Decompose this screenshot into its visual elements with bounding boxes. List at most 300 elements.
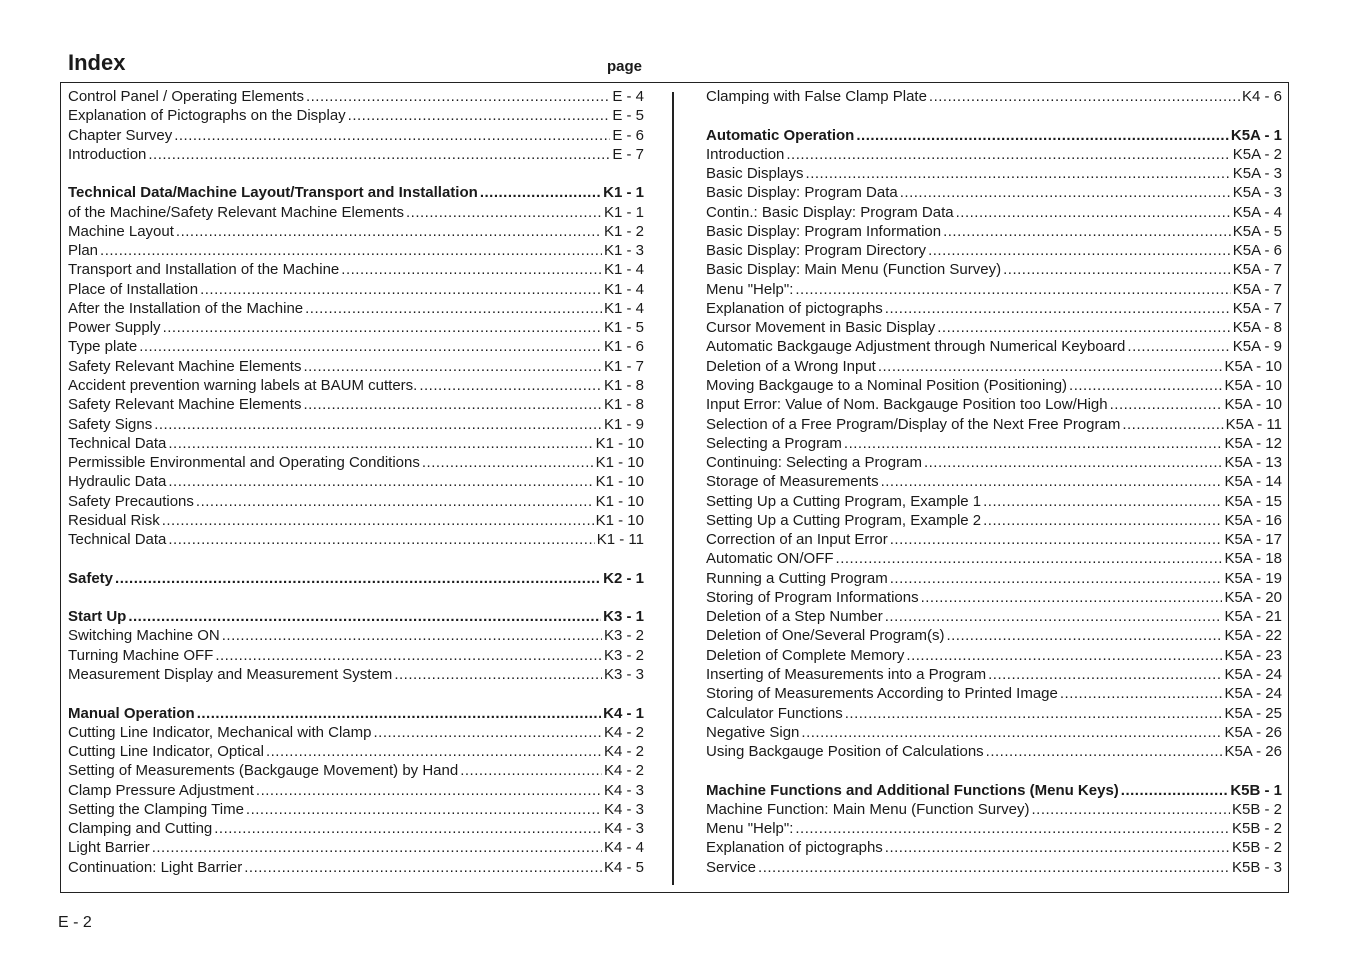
index-entry-page: K1 - 8 [603,396,644,414]
index-entry [706,549,1282,568]
index-entry [68,472,644,491]
footer-page-number: E - 2 [58,914,92,931]
index-entry-page: K4 - 4 [603,839,644,857]
index-entry-label: Using Backgauge Position of Calculations [706,743,984,761]
index-section-heading [68,704,644,723]
index-entry [68,357,644,376]
index-entry-label: Basic Display: Program Data [706,184,898,202]
index-entry-page: K5A - 2 [1232,145,1282,163]
dot-leader [162,511,594,530]
index-entry-page: K5A - 21 [1224,608,1282,626]
index-entry [68,838,644,857]
index-entry [706,318,1282,337]
index-entry-page: K5B - 1 [1230,781,1282,799]
index-entry [706,569,1282,588]
index-entry [68,106,644,125]
index-entry-page: K5A - 3 [1232,165,1282,183]
index-entry-page: K5B - 2 [1231,800,1282,818]
dot-leader [988,665,1222,684]
dot-leader [168,434,593,453]
dot-leader [163,318,602,337]
index-entry [68,723,644,742]
index-entry-page: K5A - 16 [1224,511,1282,529]
index-entry-label: Explanation of Pictographs on the Display [68,107,346,125]
index-entry-page: E - 5 [612,107,644,125]
index-entry-page: K1 - 10 [595,473,644,491]
index-entry-page: K4 - 2 [603,723,644,741]
index-entry-label: Calculator Functions [706,704,843,722]
dot-leader [885,838,1230,857]
index-entry-page: K4 - 5 [603,858,644,876]
index-entry [68,299,644,318]
index-entry [706,434,1282,453]
index-entry-page: K5A - 12 [1224,434,1282,452]
dot-leader [885,299,1231,318]
dot-leader [422,453,594,472]
dot-leader [937,318,1231,337]
index-entry-label: Cursor Movement in Basic Display [706,319,936,337]
dot-leader [394,665,602,684]
index-entry-label: Power Supply [68,319,161,337]
dot-leader [801,723,1222,742]
dot-leader [1122,415,1223,434]
index-entry-label: Technical Data [68,434,167,452]
dot-leader [244,858,602,877]
index-entry [706,742,1282,761]
index-entry-label: Explanation of pictographs [706,839,883,857]
index-spacer [68,164,644,183]
dot-leader [197,704,601,723]
dot-leader [921,588,1223,607]
index-entry [68,241,644,260]
index-entry [68,800,644,819]
dot-leader [786,145,1230,164]
index-entry [706,800,1282,819]
index-entry-label: Transport and Installation of the Machine [68,261,340,279]
dot-leader [844,434,1223,453]
index-entry [68,395,644,414]
index-entry [706,376,1282,395]
index-entry [68,87,644,106]
index-entry [706,337,1282,356]
dot-leader [100,241,602,260]
dot-leader [1003,260,1231,279]
index-entry-label: Cutting Line Indicator, Mechanical with Clamp [68,723,372,741]
index-spacer [68,549,644,568]
index-entry-label: Clamping with False Clamp Plate [706,88,927,105]
dot-leader [890,569,1223,588]
index-entry [706,472,1282,491]
index-entry [706,260,1282,279]
dot-leader [168,472,593,491]
index-entry-page: K5A - 25 [1224,704,1282,722]
dot-leader [928,241,1231,260]
index-entry-label: Continuing: Selecting a Program [706,454,922,472]
index-entry-label: Light Barrier [68,839,150,857]
index-entry-label: Explanation of pictographs [706,299,883,317]
index-entry-label: Negative Sign [706,723,800,741]
index-entry-label: Plan [68,242,99,260]
dot-leader [983,492,1222,511]
index-entry-page: K1 - 4 [603,261,644,279]
index-entry-page: K5A - 26 [1224,743,1282,761]
index-entry-page: K5A - 17 [1224,531,1282,549]
dot-leader [986,742,1223,761]
index-entry [706,530,1282,549]
index-entry-label: Contin.: Basic Display: Program Data [706,203,954,221]
index-entry-page: K5A - 19 [1224,569,1282,587]
index-entry-page: K1 - 10 [595,492,644,510]
index-left-column [68,87,644,877]
index-entry [706,357,1282,376]
index-entry-label: Safety [68,569,114,587]
dot-leader [215,646,602,665]
dot-leader [196,492,594,511]
index-entry-page: K1 - 11 [596,531,644,549]
index-entry-page: K3 - 3 [603,665,644,683]
index-entry-page: K1 - 10 [595,434,644,452]
index-entry-label: Safety Relevant Machine Elements [68,396,302,414]
index-entry-label: Deletion of One/Several Program(s) [706,627,945,645]
index-entry [706,87,1282,106]
dot-leader [148,145,610,164]
index-entry-label: Setting of Measurements (Backgauge Movement) by Hand [68,762,459,780]
dot-leader [1069,376,1222,395]
index-entry-label: Basic Displays [706,165,804,183]
index-entry-label: Menu "Help": [706,280,794,298]
page-column-label: page [607,58,643,75]
dot-leader [795,819,1230,838]
index-right-column [706,87,1282,877]
index-entry [68,646,644,665]
index-entry-page: K5A - 15 [1224,492,1282,510]
index-entry-page: K3 - 2 [603,627,644,645]
index-entry-page: K5B - 2 [1231,839,1282,857]
index-entry [706,164,1282,183]
dot-leader [341,260,602,279]
index-entry-page: K5A - 7 [1232,280,1282,298]
index-entry [706,626,1282,645]
index-entry-label: Setting the Clamping Time [68,800,244,818]
index-entry-page: E - 6 [612,126,644,144]
index-entry-page: K4 - 1 [603,704,644,722]
dot-leader [266,742,602,761]
index-entry-label: Machine Functions and Additional Functions (Menu Keys) [706,781,1119,799]
index-entry [68,511,644,530]
index-entry-page: K5A - 10 [1224,396,1282,414]
index-entry-label: Permissible Environmental and Operating Conditions [68,454,420,472]
dot-leader [305,299,602,318]
index-entry [706,588,1282,607]
index-entry [68,665,644,684]
index-entry [68,145,644,164]
index-entry-label: Inserting of Measurements into a Program [706,665,987,683]
index-entry-page: K1 - 1 [603,184,644,202]
dot-leader [154,415,602,434]
index-spacer [68,684,644,703]
dot-leader [890,530,1223,549]
index-entry [68,376,644,395]
index-entry [68,626,644,645]
index-entry-label: Running a Cutting Program [706,569,888,587]
index-entry-label: Clamping and Cutting [68,820,213,838]
index-entry-label: Selection of a Free Program/Display of the Next Free Program [706,415,1121,433]
dot-leader [176,222,602,241]
index-section-heading [68,607,644,626]
index-entry [68,492,644,511]
index-entry [706,607,1282,626]
dot-leader [115,569,601,588]
page-title: Index [68,50,126,75]
index-entry-label: Deletion of a Wrong Input [706,357,876,375]
index-entry-page: K5A - 26 [1224,723,1282,741]
index-entry-page: K5A - 10 [1224,357,1282,375]
index-entry-page: K2 - 1 [603,569,644,587]
index-entry-page: K4 - 3 [603,781,644,799]
dot-leader [924,453,1222,472]
index-entry-page: K1 - 4 [603,299,644,317]
index-entry-page: K5A - 22 [1224,627,1282,645]
index-entry [706,858,1282,877]
index-entry-page: K5A - 3 [1232,184,1282,202]
index-entry [706,492,1282,511]
index-entry-page: E - 7 [612,145,644,163]
index-entry-page: K5A - 23 [1224,646,1282,664]
index-section-heading [68,569,644,588]
index-spacer [68,588,644,607]
dot-leader [878,357,1223,376]
index-entry-label: After the Installation of the Machine [68,299,304,317]
index-entry-label: Residual Risk [68,511,160,529]
dot-leader [943,222,1231,241]
index-entry-label: Place of Installation [68,280,199,298]
index-entry-page: K5A - 4 [1232,203,1282,221]
index-entry-label: Cutting Line Indicator, Optical [68,743,264,761]
dot-leader [1060,684,1223,703]
index-entry [68,337,644,356]
index-entry-page: K1 - 1 [603,203,644,221]
dot-leader [406,203,602,222]
dot-leader [374,723,602,742]
dot-leader [856,126,1229,145]
index-entry-page: K5A - 14 [1224,473,1282,491]
index-entry-label: Machine Function: Main Menu (Function Survey) [706,800,1030,818]
dot-leader [1127,337,1230,356]
column-divider [672,92,674,885]
dot-leader [303,395,602,414]
index-entry-label: Introduction [68,145,147,163]
dot-leader [306,87,610,106]
index-entry-page: K5A - 10 [1224,376,1282,394]
dot-leader [246,800,602,819]
index-entry-page: K1 - 3 [603,242,644,260]
index-entry-page: K4 - 2 [603,743,644,761]
dot-leader [460,761,602,780]
index-entry-label: Hydraulic Data [68,473,167,491]
index-entry-page: K4 - 6 [1241,88,1282,105]
index-entry-label: Basic Display: Program Information [706,222,942,240]
index-entry [706,145,1282,164]
index-entry-label: Setting Up a Cutting Program, Example 2 [706,511,982,529]
index-entry [706,395,1282,414]
index-entry-page: K5A - 7 [1232,299,1282,317]
index-entry [68,318,644,337]
index-entry-label: Storing of Program Informations [706,588,919,606]
index-entry-page: K5A - 11 [1225,415,1282,433]
index-entry-label: Input Error: Value of Nom. Backgauge Position too Low/High [706,396,1108,414]
index-entry [68,819,644,838]
index-entry-label: Continuation: Light Barrier [68,858,243,876]
index-entry-label: Storing of Measurements According to Printed Image [706,685,1058,703]
index-entry-label: Chapter Survey [68,126,173,144]
dot-leader [881,472,1223,491]
index-entry-label: Accident prevention warning labels at BAUM cutters. [68,376,418,394]
dot-leader [1031,800,1229,819]
index-entry-label: Technical Data/Machine Layout/Transport and Installation [68,184,478,202]
index-entry-label: Type plate [68,338,138,356]
index-entry-page: K1 - 8 [603,376,644,394]
index-entry [706,819,1282,838]
index-entry-label: Manual Operation [68,704,195,722]
index-entry-label: Introduction [706,145,785,163]
index-entry-label: Automatic Backgauge Adjustment through Numerical Keyboard [706,338,1126,356]
index-entry [68,434,644,453]
index-entry-page: E - 4 [612,88,644,105]
index-entry-page: K1 - 10 [595,511,644,529]
index-entry-label: Control Panel / Operating Elements [68,88,304,105]
index-entry-label: Automatic Operation [706,126,855,144]
index-entry-label: Service [706,858,757,876]
index-entry-label: Storage of Measurements [706,473,879,491]
dot-leader [983,511,1222,530]
index-entry-label: Deletion of a Step Number [706,608,883,626]
index-entry-label: Setting Up a Cutting Program, Example 1 [706,492,982,510]
index-entry-label: Clamp Pressure Adjustment [68,781,254,799]
index-entry-label: Moving Backgauge to a Nominal Position (Positioning) [706,376,1068,394]
index-entry-page: K3 - 1 [603,608,644,626]
dot-leader [152,838,602,857]
index-entry-page: K5B - 2 [1231,820,1282,838]
dot-leader [956,203,1231,222]
dot-leader [758,858,1230,877]
index-entry-page: K4 - 3 [603,820,644,838]
index-entry-label: Switching Machine ON [68,627,220,645]
index-entry-label: Correction of an Input Error [706,531,888,549]
dot-leader [1110,395,1223,414]
index-entry [706,280,1282,299]
index-entry-label: Automatic ON/OFF [706,550,834,568]
index-entry-page: K5A - 8 [1232,319,1282,337]
dot-leader [885,607,1223,626]
index-entry-page: K5A - 24 [1224,665,1282,683]
dot-leader [946,626,1222,645]
index-entry [68,858,644,877]
dot-leader [348,106,611,125]
dot-leader [168,530,594,549]
index-entry-label: Machine Layout [68,222,174,240]
index-entry [706,511,1282,530]
index-entry-label: Safety Relevant Machine Elements [68,357,302,375]
index-entry [706,838,1282,857]
index-entry-page: K1 - 9 [603,415,644,433]
index-entry [706,723,1282,742]
index-entry-page: K5A - 9 [1232,338,1282,356]
dot-leader [845,704,1223,723]
index-entry [68,742,644,761]
index-entry-label: Technical Data [68,531,167,549]
index-entry-label: Measurement Display and Measurement System [68,665,393,683]
index-entry-page: K5A - 24 [1224,685,1282,703]
dot-leader [480,183,601,202]
index-entry-label: Safety Precautions [68,492,194,510]
index-entry-label: Safety Signs [68,415,153,433]
index-entry-page: K5A - 5 [1232,222,1282,240]
dot-leader [419,376,602,395]
index-entry-page: K5A - 18 [1224,550,1282,568]
index-entry-label: Selecting a Program [706,434,842,452]
index-entry [706,415,1282,434]
index-entry [706,453,1282,472]
index-entry [706,665,1282,684]
index-spacer [706,761,1282,780]
index-entry-page: K5A - 1 [1230,126,1282,144]
index-entry-label: Basic Display: Main Menu (Function Survey) [706,261,1002,279]
index-entry-page: K1 - 10 [595,454,644,472]
index-entry [68,453,644,472]
index-entry [706,299,1282,318]
dot-leader [795,280,1230,299]
index-entry [68,530,644,549]
dot-leader [1121,781,1229,800]
dot-leader [214,819,602,838]
index-entry-page: K5A - 7 [1232,261,1282,279]
dot-leader [806,164,1231,183]
index-entry [706,684,1282,703]
index-entry [68,203,644,222]
index-entry-page: K4 - 2 [603,762,644,780]
index-section-heading [706,781,1282,800]
index-entry [706,203,1282,222]
index-entry [68,415,644,434]
index-section-heading [706,126,1282,145]
index-entry-label: Menu "Help": [706,820,794,838]
index-entry-page: K5A - 20 [1224,588,1282,606]
index-entry [706,704,1282,723]
dot-leader [836,549,1223,568]
dot-leader [222,626,602,645]
dot-leader [906,646,1222,665]
dot-leader [303,357,602,376]
index-entry-page: K3 - 2 [603,646,644,664]
index-entry [68,781,644,800]
dot-leader [174,126,610,145]
index-entry [706,183,1282,202]
index-entry [706,241,1282,260]
dot-leader [900,183,1231,202]
index-entry-page: K1 - 2 [603,222,644,240]
dot-leader [929,87,1240,106]
index-entry [68,222,644,241]
index-entry-page: K1 - 4 [603,280,644,298]
index-entry [68,280,644,299]
index-entry [706,646,1282,665]
index-entry-page: K5A - 6 [1232,242,1282,260]
index-entry-page: K5B - 3 [1231,858,1282,876]
index-entry [68,761,644,780]
dot-leader [139,337,602,356]
index-entry-label: Basic Display: Program Directory [706,242,927,260]
dot-leader [128,607,601,626]
